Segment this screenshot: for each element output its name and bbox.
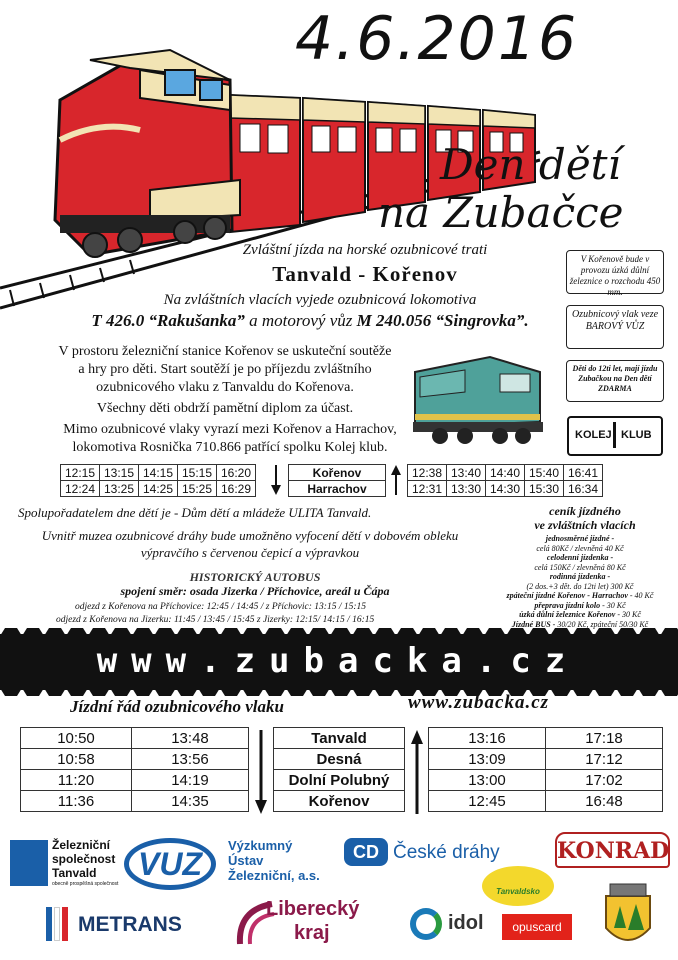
price-item-label: celodenní jízdenka -: [546, 553, 614, 562]
rack-teeth-bottom: [0, 688, 678, 696]
intro-loco-line: [40, 311, 580, 331]
info-box-kids-free: Děti do 12ti let, mají jízdu Zubačkou na Den dětí ZDARMA: [566, 360, 664, 402]
zst-logo: [10, 838, 120, 890]
intro-line3: Na zvláštních vlacích vyjede ozubnicová lokomotiva: [163, 292, 477, 308]
main-timetable-stations: [273, 727, 405, 812]
time-cell: 12:38: [408, 465, 447, 481]
table-row: [429, 791, 663, 812]
station-cell: Tanvald: [274, 728, 405, 749]
time-cell: 16:34: [564, 481, 603, 497]
arrow-down-icon: [254, 730, 268, 814]
cd-logo-mark: CD: [344, 838, 388, 866]
kolej-klub-left: KOLEJ: [575, 429, 612, 441]
price-item-label: úzká důlní železnice Kořenov: [519, 610, 616, 619]
bus-title: HISTORICKÝ AUTOBUS: [189, 570, 321, 584]
paragraph-diploma: Všechny děti obdrží pamětní diplom za účast.: [96, 401, 354, 416]
arrow-up-icon: [390, 465, 402, 495]
station-cell: Kořenov: [289, 465, 386, 481]
time-cell: 13:48: [132, 728, 249, 749]
arrow-up-icon: [410, 730, 424, 814]
kolej-klub-logo: [567, 416, 663, 456]
time-cell: 15:40: [525, 465, 564, 481]
rack-teeth-top: [0, 628, 678, 636]
bus-line1: odjezd z Kořenova na Příchovice: 12:45 / 14:45 / z Příchovic: 13:15 / 15:15: [75, 602, 367, 612]
time-cell: 17:02: [546, 770, 663, 791]
organizer-text: Spolupořadatelem dne dětí je - Dům dětí a mládeže ULITA Tanvald.: [18, 505, 372, 520]
table-row: [21, 749, 249, 770]
timetable-title: Jízdní řád ozubnicového vlaku: [70, 697, 284, 716]
price-item-label: rodinná jízdenka -: [549, 572, 611, 581]
small-timetable-left: [60, 464, 256, 497]
table-row: [21, 728, 249, 749]
time-cell: 12:15: [61, 465, 100, 481]
vuz-text: [228, 838, 320, 883]
zst-logo-mark: [10, 840, 48, 886]
table-row: [429, 770, 663, 791]
price-item-label: přeprava jízdní kolo: [534, 600, 601, 610]
time-cell: 16:48: [546, 791, 663, 812]
station-cell: Desná: [274, 749, 405, 770]
vuz-line1: Výzkumný: [228, 838, 293, 853]
time-cell: 16:29: [217, 481, 256, 497]
bus-connection: spojení směr: osada Jizerka / Příchovice, areál u Čápa: [120, 584, 390, 598]
table-row: [61, 481, 256, 497]
time-cell: 12:24: [61, 481, 100, 497]
time-cell: 17:18: [546, 728, 663, 749]
table-row: [61, 465, 256, 481]
price-list: [485, 534, 675, 629]
price-item-label: jednosměrné jízdné -: [545, 534, 615, 543]
paragraph-rosnicka: Mimo ozubnicové vlaky vyrazí mezi Kořenov a Harrachov, lokomotiva Rosnička 710.866 patřící spolku Kolej klub.: [63, 422, 397, 455]
timetable-web-link[interactable]: www.zubacka.cz: [408, 692, 550, 713]
vuz-line2: Ústav: [228, 853, 264, 868]
zst-line2: společnost: [52, 852, 116, 866]
price-title-1: ceník jízdného: [549, 504, 621, 518]
cd-logo-text: České dráhy: [393, 842, 500, 863]
liberecky-line1: Liberecký: [266, 898, 360, 920]
time-cell: 13:15: [100, 465, 139, 481]
small-timetable-right: [407, 464, 603, 497]
time-cell: 11:20: [21, 770, 132, 791]
time-cell: 16:41: [564, 465, 603, 481]
price-item-value: - 30/20 Kč, zpáteční 50/30 Kč: [552, 619, 649, 629]
price-item-value: - 30 Kč: [602, 600, 626, 610]
time-cell: 14:40: [486, 465, 525, 481]
station-cell: Dolní Polubný: [274, 770, 405, 791]
time-cell: 17:12: [546, 749, 663, 770]
time-cell: 15:15: [178, 465, 217, 481]
table-row: [429, 728, 663, 749]
time-cell: 16:20: [217, 465, 256, 481]
info-box-mine-railway: V Kořenově bude v provozu úzká důlní železnice o rozchodu 450 mm.: [566, 250, 664, 294]
intro-car: M 240.056 “Singrovka”.: [356, 311, 529, 330]
station-cell: Harrachov: [289, 481, 386, 497]
time-cell: 12:45: [429, 791, 546, 812]
time-cell: 12:31: [408, 481, 447, 497]
info-box-bar-car: Ozubnicový vlak veze BAROVÝ VŮZ: [566, 305, 664, 349]
zst-line3: Tanvald: [52, 866, 97, 880]
event-date: 4.6.2016: [295, 4, 579, 74]
time-cell: 13:56: [132, 749, 249, 770]
intro-loco: T 426.0 “Rakušanka”: [91, 311, 245, 330]
price-title-2: ve zvláštních vlacích: [534, 518, 636, 532]
time-cell: 10:50: [21, 728, 132, 749]
vuz-logo: VUZ: [124, 838, 216, 890]
time-cell: 14:15: [139, 465, 178, 481]
event-title-line1: Den dětí: [440, 140, 621, 189]
time-cell: 14:35: [132, 791, 249, 812]
table-row: [21, 791, 249, 812]
time-cell: 10:58: [21, 749, 132, 770]
time-cell: 13:25: [100, 481, 139, 497]
konrad-logo: KONRAD: [555, 832, 670, 868]
time-cell: 14:30: [486, 481, 525, 497]
paragraph-competitions: V prostoru železniční stanice Kořenov se uskuteční soutěže a hry pro děti. Start soutěží je po příjezdu zvláštního ozubnicového vlaku z Tanvaldu do Kořenova.: [58, 344, 392, 395]
time-cell: 13:09: [429, 749, 546, 770]
table-row: [408, 481, 603, 497]
intro-and: a motorový vůz: [249, 311, 353, 330]
opuscard-logo: opuscard: [502, 914, 572, 940]
main-timetable-right: [428, 727, 663, 812]
green-locomotive-illustration: [405, 352, 550, 447]
liberecky-line2: kraj: [294, 922, 330, 944]
idol-logo-mark: [410, 908, 442, 940]
station-cell: Kořenov: [274, 791, 405, 812]
price-item-value: celá 150Kč / zlevněná 80 Kč: [534, 562, 626, 572]
price-item-value: (2 dos.+3 dět. do 12ti let) 300 Kč: [526, 581, 634, 591]
small-timetable-stations: [288, 464, 386, 497]
time-cell: 15:25: [178, 481, 217, 497]
liberecky-kraj-logo: [236, 898, 376, 950]
table-row: [408, 465, 603, 481]
price-item-label: Jízdné BUS: [511, 619, 551, 629]
price-item-label: zpáteční jízdné Kořenov - Harrachov: [506, 591, 628, 600]
main-timetable-left: [20, 727, 249, 812]
museum-text: Uvnitř muzea ozubnicové dráhy bude umožněno vyfocení dětí v dobovém obleku výpravčího s červenou čepicí a výpravkou: [41, 528, 459, 560]
vuz-line3: Železniční, a.s.: [228, 868, 320, 883]
idol-logo-text: idol: [448, 912, 484, 934]
time-cell: 15:30: [525, 481, 564, 497]
time-cell: 13:16: [429, 728, 546, 749]
arrow-down-icon: [270, 465, 282, 495]
kolej-klub-right: KLUB: [621, 429, 652, 441]
time-cell: 13:00: [429, 770, 546, 791]
metrans-text: METRANS: [78, 913, 182, 936]
zst-line1: Železniční: [52, 838, 111, 852]
price-item-value: - 30 Kč: [617, 610, 641, 619]
price-item-value: - 40 Kč: [629, 591, 654, 600]
intro-route: Tanvald - Kořenov: [272, 262, 458, 286]
table-row: [429, 749, 663, 770]
town-coat-of-arms-icon: [600, 880, 656, 952]
time-cell: 11:36: [21, 791, 132, 812]
time-cell: 14:25: [139, 481, 178, 497]
time-cell: 13:40: [447, 465, 486, 481]
metrans-logo: [46, 905, 196, 943]
table-row: [21, 770, 249, 791]
time-cell: 14:19: [132, 770, 249, 791]
intro-line1: Zvláštní jízda na horské ozubnicové trati: [242, 242, 488, 258]
tanvaldsko-logo: Tanvaldsko: [482, 866, 554, 906]
zst-line4: obecně prospěšná společnost: [52, 881, 119, 887]
event-title-line2: na Zubačce: [378, 188, 624, 237]
website-strip-link[interactable]: www.zubacka.cz: [96, 641, 580, 681]
time-cell: 13:30: [447, 481, 486, 497]
price-item-value: celá 80Kč / zlevněná 40 Kč: [536, 543, 624, 553]
bus-line2: odjezd z Kořenova na Jizerku: 11:45 / 13:45 / 15:45 z Jizerky: 12:15/ 14:15 / 16:15: [56, 615, 375, 625]
